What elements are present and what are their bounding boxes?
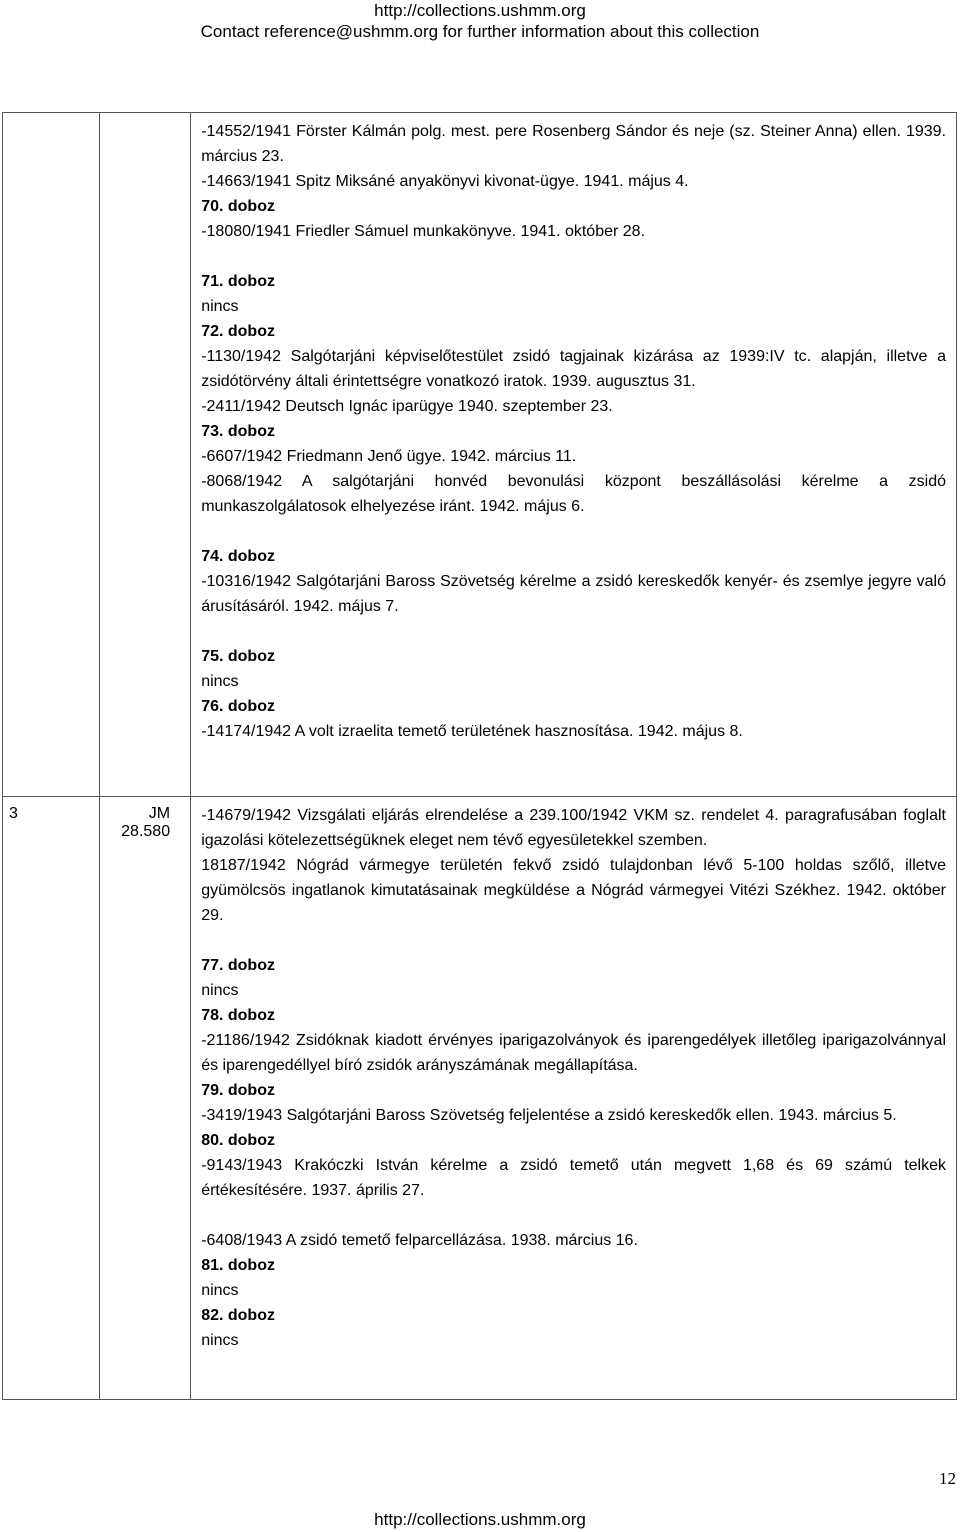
record-entry: -21186/1942 Zsidóknak kiadott érvényes iparigazolványok és iparengedélyek illetőleg iparigazolvánnyal és iparengedéllyel bíró zsidók arányszámának megállapítása. [201, 1032, 946, 1074]
box-heading: 79. doboz [201, 1082, 275, 1099]
records-table [2, 112, 957, 1400]
record-entry: -2411/1942 Deutsch Ignác iparügye 1940. szeptember 23. [201, 398, 613, 415]
box-heading: 81. doboz [201, 1257, 275, 1274]
header-url: http://collections.ushmm.org [374, 1, 586, 20]
table-row [3, 113, 957, 797]
box-heading: 80. doboz [201, 1132, 275, 1149]
box-heading: 71. doboz [201, 273, 275, 290]
box-heading: 72. doboz [201, 323, 275, 340]
record-entry: 18187/1942 Nógrád vármegye területén fekvő zsidó tulajdonban lévő 5-100 holdas szőlő, illetve gyümölcsös ingatlanok kimutatásainak megküldése a Nógrád vármegyei Vitézi Székhez. 1942. október 29. [201, 857, 946, 924]
record-entry: -1130/1942 Salgótarjáni képviselőtestület zsidó tagjainak kizárása az 1939:IV tc. alapján, illetve a zsidótörvény általi érintettségre vonatkozó iratok. 1939. augusztus 31. [201, 348, 946, 390]
record-entry: nincs [201, 673, 239, 690]
box-heading: 76. doboz [201, 698, 275, 715]
record-entry: -6408/1943 A zsidó temető felparcellázása. 1938. március 16. [201, 1232, 638, 1249]
box-heading: 78. doboz [201, 1007, 275, 1024]
box-heading: 73. doboz [201, 423, 275, 440]
box-heading: 77. doboz [201, 957, 275, 974]
row-content [191, 113, 956, 744]
record-entry: -14174/1942 A volt izraelita temető területének hasznosítása. 1942. május 8. [201, 723, 743, 740]
box-heading: 70. doboz [201, 198, 275, 215]
table-row [3, 797, 957, 1400]
row-content-cell [191, 797, 957, 1400]
row-code-cell [100, 797, 191, 1400]
box-heading: 74. doboz [201, 548, 275, 565]
record-entry: nincs [201, 1282, 239, 1299]
row-code: JM 28.580 [121, 805, 171, 840]
record-entry: nincs [201, 1332, 239, 1349]
header-contact: Contact reference@ushmm.org for further information about this collection [200, 22, 760, 41]
record-entry: -14552/1941 Förster Kálmán polg. mest. pere Rosenberg Sándor és neje (sz. Steiner Anna) ellen. 1939. március 23. [201, 123, 946, 165]
row-number: 3 [9, 805, 18, 822]
box-heading: 82. doboz [201, 1307, 275, 1324]
row-number-cell [3, 113, 100, 797]
row-number [3, 113, 99, 129]
record-entry: -10316/1942 Salgótarjáni Baross Szövetség kérelme a zsidó kereskedők kenyér- és zsemlye jegyre való árusításáról. 1942. május 7. [201, 573, 946, 615]
record-entry: -3419/1943 Salgótarjáni Baross Szövetség feljelentése a zsidó kereskedők ellen. 1943. március 5. [201, 1107, 897, 1124]
record-entry: -18080/1941 Friedler Sámuel munkakönyve. 1941. október 28. [201, 223, 646, 240]
row-number-cell [3, 797, 100, 1400]
record-entry: -9143/1943 Krakóczki István kérelme a zsidó temető után megvett 1,68 és 69 számú telkek értékesítésére. 1937. április 27. [201, 1157, 946, 1199]
record-entry: -6607/1942 Friedmann Jenő ügye. 1942. március 11. [201, 448, 577, 465]
record-entry: -14663/1941 Spitz Miksáné anyakönyvi kivonat-ügye. 1941. május 4. [201, 173, 689, 190]
record-entry: -8068/1942 A salgótarjáni honvéd bevonulási központ beszállásolási kérelme a zsidó munkaszolgálatosok elhelyezése iránt. 1942. május 6. [201, 473, 946, 515]
footer-url: http://collections.ushmm.org [374, 1510, 586, 1529]
row-content-cell [191, 113, 957, 797]
record-entry: nincs [201, 298, 239, 315]
row-code-cell [100, 113, 191, 797]
box-heading: 75. doboz [201, 648, 275, 665]
row-content [191, 797, 956, 1353]
record-entry: nincs [201, 982, 239, 999]
page-number: 12 [939, 1469, 956, 1488]
row-code [100, 113, 190, 121]
record-entry: -14679/1942 Vizsgálati eljárás elrendelése a 239.100/1942 VKM sz. rendelet 4. paragrafusában foglalt igazolási kötelezettségüknek eleget nem tévő egyesületekkel szemben. [201, 807, 946, 849]
